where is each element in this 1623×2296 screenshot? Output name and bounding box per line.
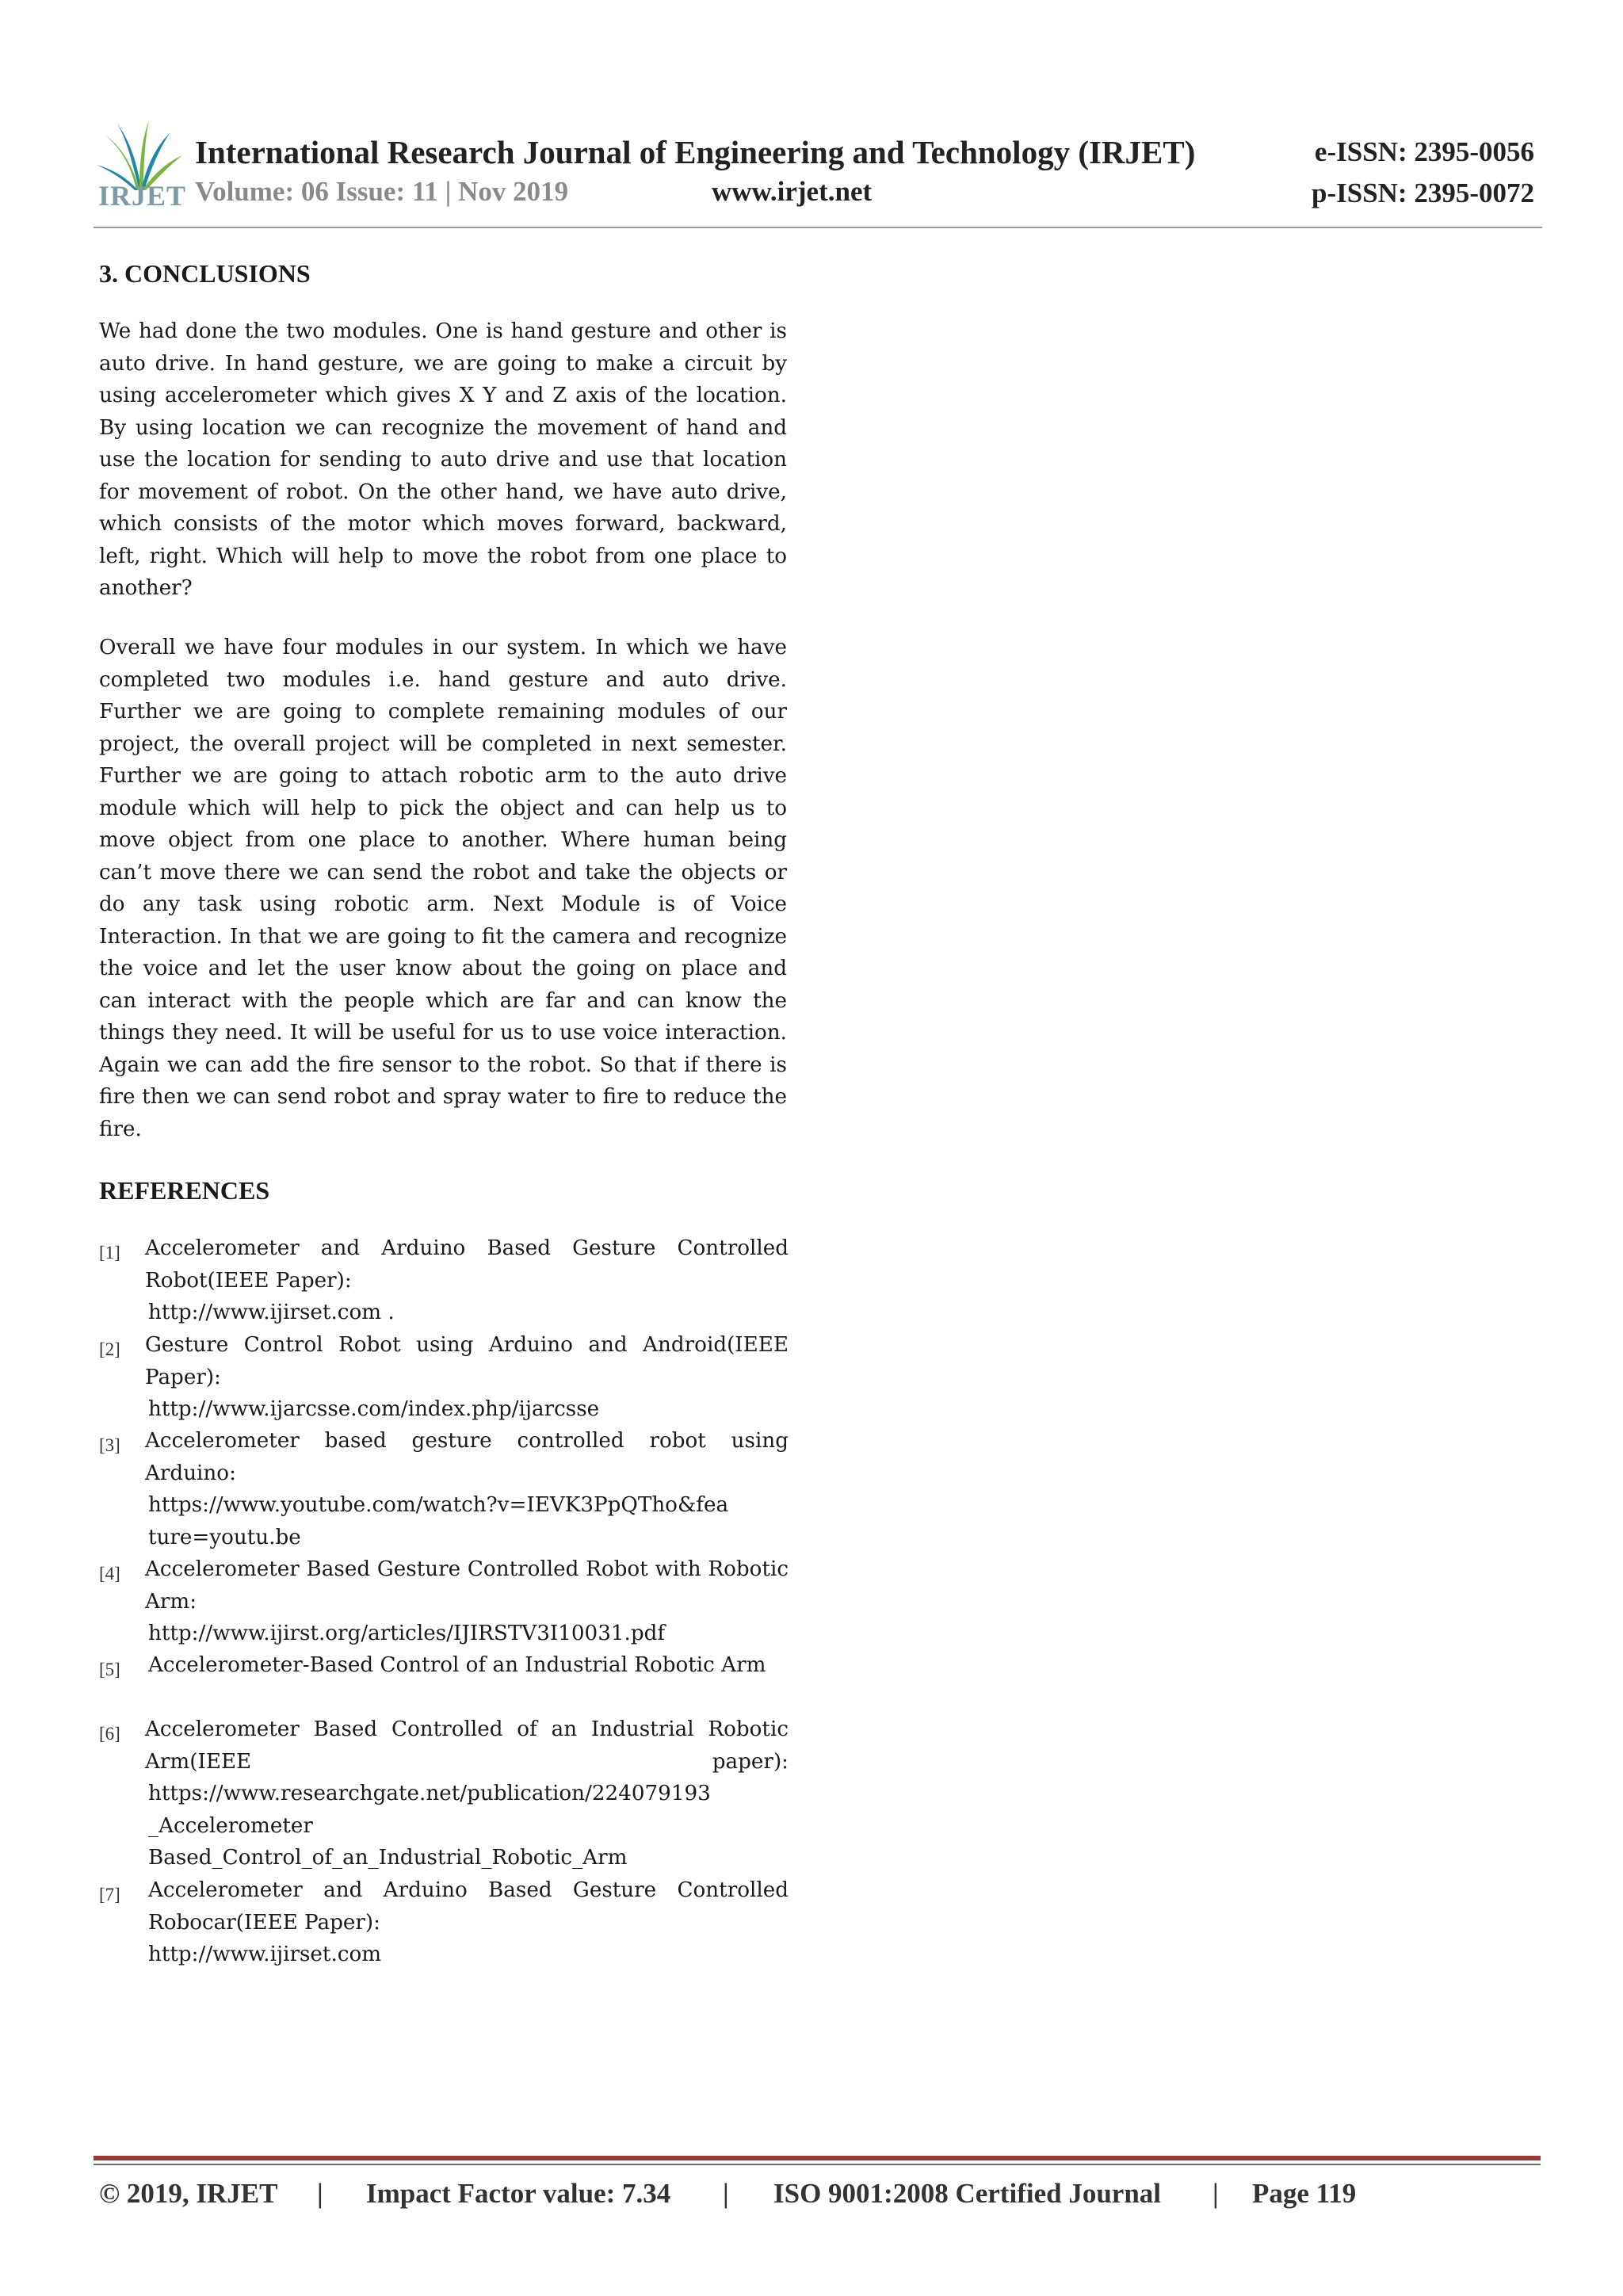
conclusions-paragraph-2: Overall we have four modules in our system. In which we have completed two modules i.e. hand gesture and auto drive. Further we are going to complete remaining modules of our project, the overall project will be completed in next semester. Further we are going to attach robotic arm to the auto drive module which will help to pick the object and can help us to move object from one place to another. Where human being can’t move there we can send the robot and take the objects or do any task using robotic arm. Next Module is of Voice Interaction. In that we are going to fit the camera and recognize the voice and let the user know about the going on place and can interact with the people which are far and can know the things they need. It will be useful for us to use voice interaction. Again we can add the fire sensor to the robot. So that if there is fire then we can send robot and spray water to fire to reduce the fire. <box>99 636 787 1141</box>
conclusions-heading: 3. CONCLUSIONS <box>99 259 311 288</box>
reference-number: [4] <box>99 1564 120 1584</box>
reference-link-continued[interactable]: Based_Control_of_an_Industrial_Robotic_Arm <box>148 1846 628 1870</box>
reference-title: Accelerometer-Based Control of an Industrial Robotic Arm <box>148 1653 766 1677</box>
footer-iso: ISO 9001:2008 Certified Journal <box>773 2178 1162 2209</box>
reference-link[interactable]: http://www.ijirset.com . <box>148 1301 395 1324</box>
footer-rule-thick <box>94 2156 1541 2160</box>
irjet-logo <box>94 117 185 220</box>
reference-title: Accelerometer Based Controlled of an Industrial Robotic Arm(IEEE paper): <box>145 1717 789 1774</box>
reference-link[interactable]: http://www.ijirst.org/articles/IJIRSTV3I10031.pdf <box>148 1622 666 1645</box>
reference-number: [5] <box>99 1660 120 1679</box>
reference-link-continued[interactable]: ture=youtu.be <box>148 1526 301 1549</box>
journal-website: www.irjet.net <box>712 176 873 207</box>
footer-separator: | <box>1212 2178 1219 2209</box>
volume-issue: Volume: 06 Issue: 11 | Nov 2019 <box>195 176 569 207</box>
references-heading-block <box>99 1175 787 1206</box>
reference-number: [7] <box>99 1885 120 1904</box>
conclusions-heading-block <box>99 258 787 289</box>
reference-link-continued[interactable]: _Accelerometer <box>148 1814 313 1838</box>
reference-title: Accelerometer Based Gesture Controlled Robot with Robotic Arm: <box>145 1557 789 1614</box>
reference-number: [1] <box>99 1243 120 1263</box>
reference-number: [6] <box>99 1724 120 1744</box>
conclusions-paragraph-1: We had done the two modules. One is hand gesture and other is auto drive. In hand gesture, we are going to make a circuit by using accelerometer which gives X Y and Z axis of the location. By using location we can recognize the movement of hand and use the location for sending to auto drive and use that location for movement of robot. On the other hand, we have auto drive, which consists of the motor which moves forward, backward, left, right. Which will help to move the robot from one place to another? <box>99 319 787 600</box>
reference-number: [3] <box>99 1435 120 1455</box>
conclusions-paragraph-2-block <box>99 632 787 1145</box>
reference-link[interactable]: https://www.researchgate.net/publication/224079193 <box>148 1782 711 1805</box>
references-heading: REFERENCES <box>99 1176 270 1205</box>
reference-link[interactable]: http://www.ijarcsse.com/index.php/ijarcsse <box>148 1397 600 1421</box>
p-issn: p-ISSN: 2395-0072 <box>1311 178 1534 208</box>
reference-link[interactable]: http://www.ijirset.com <box>148 1943 382 1966</box>
e-issn: e-ISSN: 2395-0056 <box>1314 136 1534 167</box>
reference-title: Gesture Control Robot using Arduino and Android(IEEE Paper): <box>145 1333 789 1389</box>
reference-number: [2] <box>99 1339 120 1359</box>
footer-impact-factor: Impact Factor value: 7.34 <box>366 2178 671 2209</box>
footer-rule-thin <box>94 2164 1541 2165</box>
reference-title: Accelerometer and Arduino Based Gesture Controlled Robocar(IEEE Paper): <box>148 1878 789 1935</box>
footer-separator: | <box>723 2178 729 2209</box>
logo-text: IRJET <box>98 180 187 212</box>
footer-copyright: © 2019, IRJET <box>99 2178 278 2209</box>
reference-title: Accelerometer and Arduino Based Gesture Controlled Robot(IEEE Paper): <box>145 1236 789 1293</box>
reference-link[interactable]: https://www.youtube.com/watch?v=IEVK3PpQTho&fea <box>148 1493 729 1517</box>
footer-separator: | <box>317 2178 323 2209</box>
journal-title: International Research Journal of Engineering and Technology (IRJET) <box>195 134 1196 170</box>
header-divider <box>94 227 1542 228</box>
reference-title: Accelerometer based gesture controlled robot using Arduino: <box>145 1429 789 1485</box>
conclusions-paragraph-1-block <box>99 315 787 605</box>
footer-page-number: Page 119 <box>1252 2178 1357 2209</box>
